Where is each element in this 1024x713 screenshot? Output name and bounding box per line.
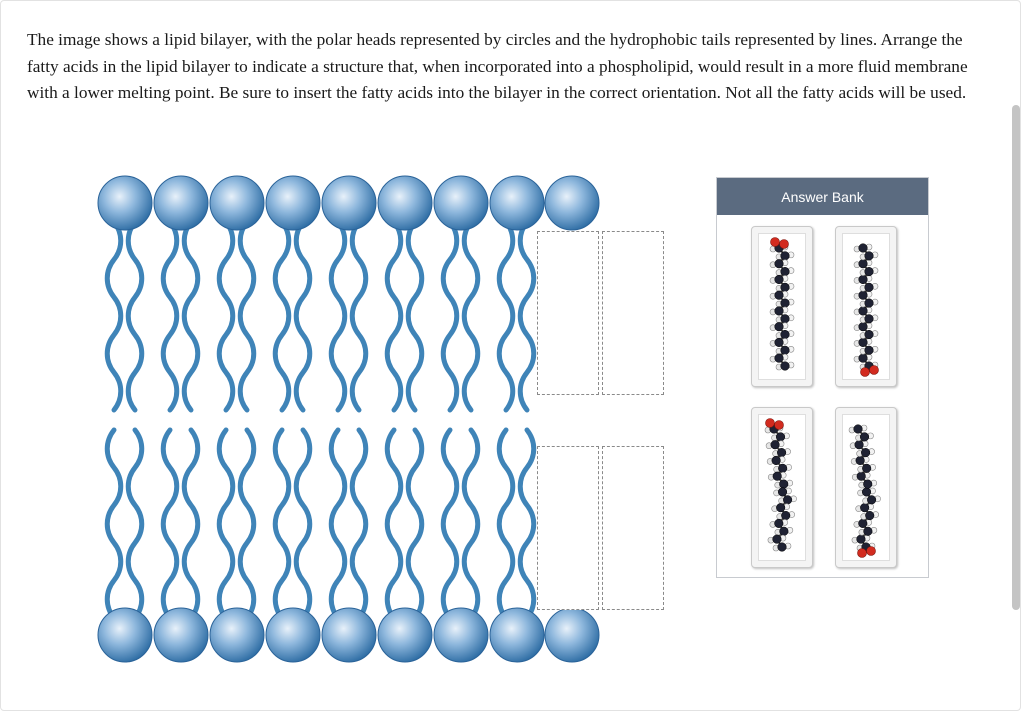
fatty-acid-card-kinked-carboxyl-top[interactable] [751,407,813,568]
hydrophobic-tail [331,430,345,618]
hydrophobic-tail [128,222,142,410]
polar-head [434,608,488,662]
polar-head [545,608,599,662]
hydrophobic-tail [163,430,177,618]
fatty-acid-molecule-icon [843,234,889,379]
polar-head [322,176,376,230]
hydrophobic-tail [240,222,254,410]
answer-bank-title: Answer Bank [717,178,928,215]
polar-head [210,176,264,230]
hydrophobic-tail [275,430,289,618]
drop-zone-top-right[interactable] [602,231,664,395]
hydrophobic-tail [443,430,457,618]
top-leaflet-tails [107,222,534,410]
hydrophobic-tail [163,222,177,410]
hydrophobic-tail [107,222,121,410]
bottom-leaflet-tails [107,430,534,618]
hydrophobic-tail [499,222,513,410]
bottom-leaflet-heads [98,608,599,662]
hydrophobic-tail [331,222,345,410]
hydrophobic-tail [219,430,233,618]
top-leaflet-heads [98,176,599,230]
hydrophobic-tail [520,430,534,618]
polar-head [266,176,320,230]
polar-head [98,608,152,662]
fatty-acid-card-straight-carboxyl-top[interactable] [751,226,813,387]
hydrophobic-tail [107,430,121,618]
hydrophobic-tail [408,430,422,618]
polar-head [378,176,432,230]
hydrophobic-tail [240,430,254,618]
hydrophobic-tail [443,222,457,410]
fatty-acid-molecule-icon [759,415,805,560]
hydrophobic-tail [464,222,478,410]
hydrophobic-tail [520,222,534,410]
hydrophobic-tail [184,430,198,618]
hydrophobic-tail [387,430,401,618]
fatty-acid-molecule-icon [843,415,889,560]
drop-zone-bottom-right[interactable] [602,446,664,610]
question-text: The image shows a lipid bilayer, with the polar heads represented by circles and the hydrophobic tails represented by lines. Arrange the fatty acids in the lipid bilayer to indicate a structure that, when incorporated into a phospholipid, would result in a more fluid membrane with a lower melting point. Be sure to insert the fatty acids into the bilayer in the correct orientation. Not all the fatty acids will be used. [27,30,968,102]
polar-head [98,176,152,230]
polar-head [322,608,376,662]
polar-head [545,176,599,230]
hydrophobic-tail [387,222,401,410]
hydrophobic-tail [128,430,142,618]
hydrophobic-tail [296,222,310,410]
drop-zone-top-left[interactable] [537,231,599,395]
hydrophobic-tail [464,430,478,618]
hydrophobic-tail [352,222,366,410]
polar-head [154,608,208,662]
page-scrollbar[interactable] [1012,105,1020,610]
hydrophobic-tail [219,222,233,410]
polar-head [434,176,488,230]
polar-head [266,608,320,662]
hydrophobic-tail [352,430,366,618]
answer-bank [716,177,929,578]
hydrophobic-tail [499,430,513,618]
hydrophobic-tail [296,430,310,618]
polar-head [378,608,432,662]
fatty-acid-card-straight-carboxyl-bottom[interactable] [835,226,897,387]
polar-head [210,608,264,662]
fatty-acid-molecule-icon [759,234,805,379]
polar-head [154,176,208,230]
drop-zone-bottom-left[interactable] [537,446,599,610]
hydrophobic-tail [184,222,198,410]
hydrophobic-tail [408,222,422,410]
fatty-acid-card-kinked-carboxyl-bottom[interactable] [835,407,897,568]
polar-head [490,176,544,230]
hydrophobic-tail [275,222,289,410]
polar-head [490,608,544,662]
